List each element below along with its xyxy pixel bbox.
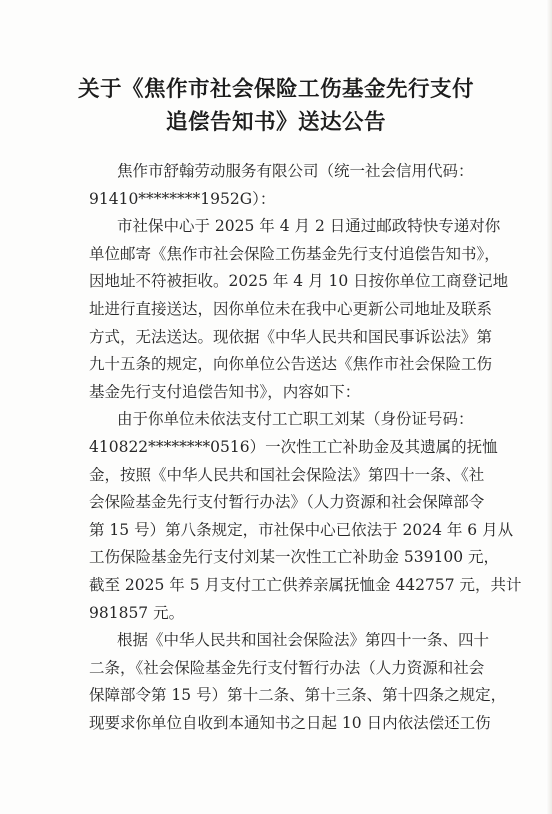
body-text-line: 二条，《社会保险基金先行支付暂行办法（人力资源和社会 (89, 658, 485, 677)
body-text-line: 金，按照《中华人民共和国社会保险法》第四十一条、《社 (89, 465, 485, 484)
body-text-line: 焦作市舒翰劳动服务有限公司（统一社会信用代码： (117, 162, 474, 180)
body-text-line: 会保险基金先行支付暂行办法》（人力资源和社会保障部令 (89, 493, 485, 512)
body-text-line: 根据《中华人民共和国社会保险法》第四十一条、四十 (117, 631, 490, 650)
body-text-line: 九十五条的规定，向你单位公告送达《焦作市社会保险工伤 (89, 355, 493, 374)
body-text-line: 址进行直接送达，因你单位未在我中心更新公司地址及联系 (89, 300, 493, 318)
body-text-line: 981857 元。 (89, 603, 185, 622)
document-title-line-2: 追偿告知书》送达公告 (165, 110, 386, 135)
scan-edge-shadow (546, 0, 552, 814)
body-text-line: 基金先行支付追偿告知书》，内容如下： (89, 382, 361, 401)
body-text-line: 第 15 号）第八条规定，市社保中心已依法于 2024 年 6 月从 (89, 520, 514, 539)
body-text-line: 保障部令第 15 号）第十二条、第十三条、第十四条之规定， (89, 686, 507, 705)
body-text-line: 410822********0516）一次性工亡补助金及其遗属的抚恤 (89, 438, 498, 456)
body-text-line: 单位邮寄《焦作市社会保险工伤基金先行支付追偿告知书》， (89, 244, 500, 263)
document-title-line-1: 关于《焦作市社会保险工伤基金先行支付 (77, 77, 474, 102)
body-text-line: 工伤保险基金先行支付刘某一次性工亡补助金 539100 元， (89, 548, 500, 567)
body-text-line: 市社保中心于 2025 年 4 月 2 日通过邮政特快专递对你 (117, 217, 501, 236)
body-text-line: 截至 2025 年 5 月支付工亡供养亲属抚恤金 442757 元，共计 (89, 576, 522, 594)
body-text-line: 方式，无法送达。现依据《中华人民共和国民事诉讼法》第 (89, 327, 493, 346)
body-text-line: 91410********1952G）： (89, 189, 276, 208)
body-text-line: 因地址不符被拒收。2025 年 4 月 10 日按你单位工商登记地 (89, 272, 509, 291)
body-text-line: 由于你单位未依法支付工亡职工刘某（身份证号码： (117, 410, 474, 429)
body-text-line: 现要求你单位自收到本通知书之日起 10 日内依法偿还工伤 (89, 714, 491, 732)
